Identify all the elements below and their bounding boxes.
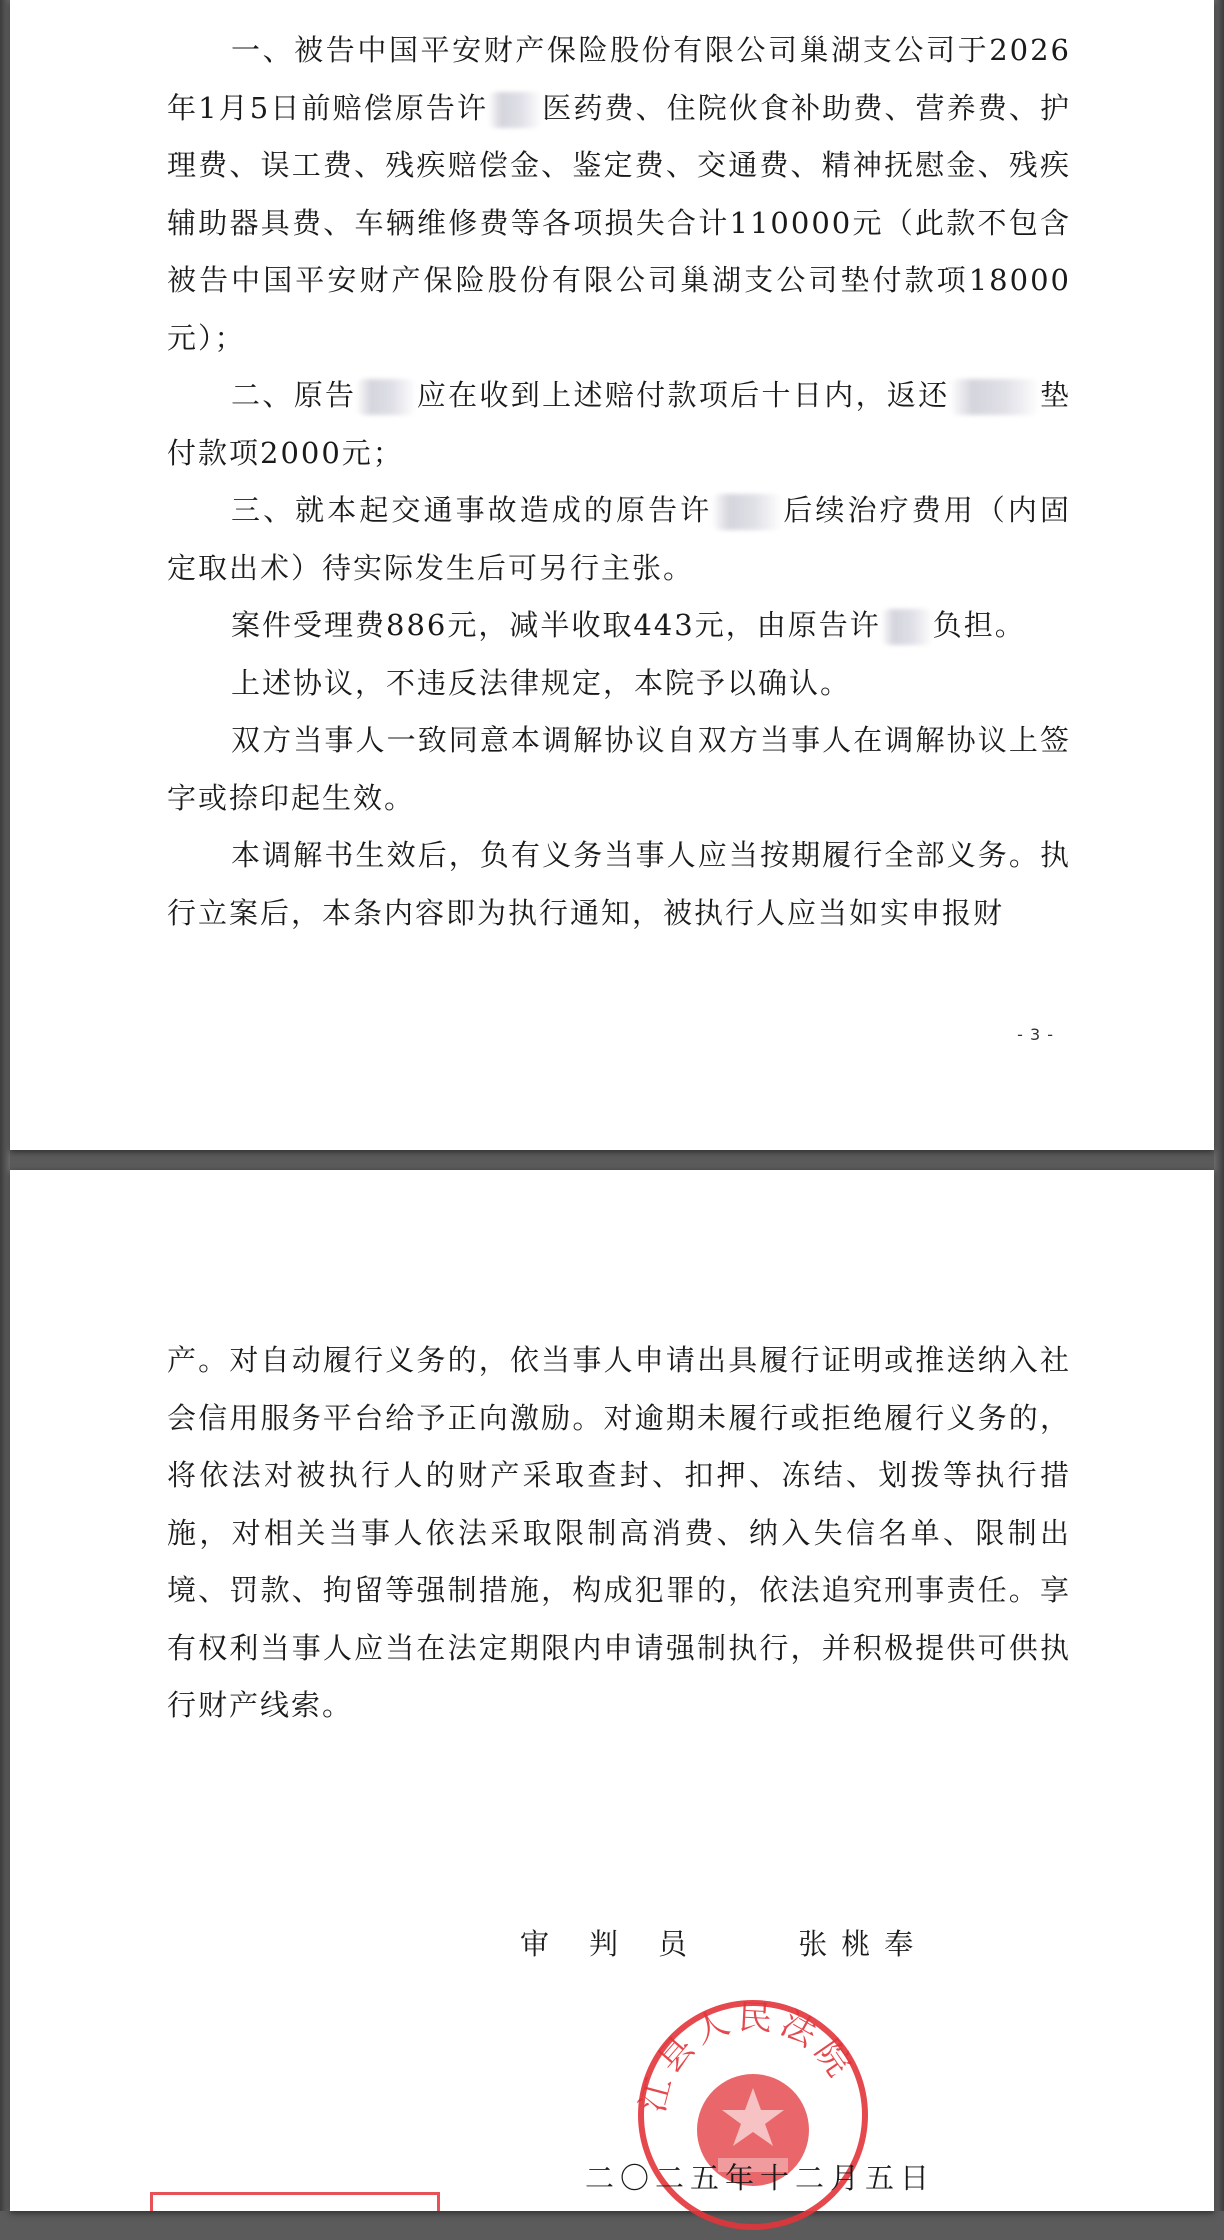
viewer-background-left bbox=[0, 0, 10, 2211]
clause-2-text-a: 二、原告 bbox=[231, 378, 357, 412]
clause-3-text-a: 三、就本起交通事故造成的原告许 bbox=[231, 493, 713, 527]
stamp-fragment bbox=[150, 2192, 440, 2211]
clause-1-text-a: 一、被告中国平安财产保险股份有限公司巢湖支公司于2026年1月5日前赔偿原告许 bbox=[167, 33, 1071, 125]
clause-1-text-b: 医药费、住院伙食补助费、营养费、护理费、误工费、残疾赔偿金、鉴定费、交通费、精神抚慰金、残疾辅助器具费、车辆维修费等各项损失合计110000元（此款不包含被告中国平安财产保险股份有限公司巢湖支公司垫付款项18000元）； bbox=[167, 90, 1071, 355]
court-seal-icon bbox=[628, 1990, 878, 2240]
redaction-mark bbox=[356, 379, 416, 415]
document-date: 二〇二五年十二月五日 bbox=[585, 2161, 936, 2195]
viewer-background-right bbox=[1214, 0, 1224, 2211]
judge-role-label: 审判员 bbox=[520, 1927, 728, 1961]
document-page-3 bbox=[10, 0, 1214, 1150]
enforcement-clause-continued: 产。对自动履行义务的，依当事人申请出具履行证明或推送纳入社会信用服务平台给予正向激励。对逾期未履行或拒绝履行义务的，将依法对被执行人的财产采取查封、扣押、冻结、划拨等执行措施，对相关当事人依法采取限制高消费、纳入失信名单、限制出境、罚款、拘留等强制措施，构成犯罪的，依法追究刑事责任。享有权利当事人应当在法定期限内申请强制执行，并积极提供可供执行财产线索。 bbox=[167, 1343, 1071, 1722]
court-confirmation: 上述协议，不违反法律规定，本院予以确认。 bbox=[231, 665, 852, 700]
clause-2 bbox=[167, 367, 1071, 482]
seal-text: 江县人民法院 bbox=[632, 1997, 863, 2117]
clause-2-text-c: 垫付款项2000元； bbox=[167, 378, 1071, 470]
court-fee-text-b: 负担。 bbox=[932, 608, 1026, 642]
court-fee-clause bbox=[167, 597, 1071, 655]
judge-signature bbox=[520, 1922, 927, 1963]
clause-1 bbox=[167, 22, 1071, 367]
clause-2-text-b: 应在收到上述赔付款项后十日内，返还 bbox=[416, 378, 950, 412]
page-3-body bbox=[167, 22, 1071, 942]
page-4-body bbox=[167, 1332, 1071, 1735]
effectiveness-clause: 双方当事人一致同意本调解协议自双方当事人在调解协议上签字或捺印起生效。 bbox=[167, 723, 1071, 815]
clause-3-text-b: 后续治疗费用（内固定取出术）待实际发生后可另行主张。 bbox=[167, 493, 1071, 585]
document-page-4 bbox=[10, 1170, 1214, 2211]
redaction-mark bbox=[950, 379, 1040, 415]
court-fee-text-a: 案件受理费886元，减半收取443元，由原告许 bbox=[231, 608, 881, 642]
redaction-mark bbox=[881, 609, 933, 645]
judge-name: 张桃奉 bbox=[798, 1927, 928, 1961]
redaction-mark bbox=[712, 494, 782, 530]
redaction-mark bbox=[488, 92, 542, 128]
clause-3 bbox=[167, 482, 1071, 597]
enforcement-clause-start: 本调解书生效后，负有义务当事人应当按期履行全部义务。执行立案后，本条内容即为执行通知，被执行人应当如实申报财 bbox=[167, 838, 1071, 930]
page-number: - 3 - bbox=[1017, 1025, 1054, 1044]
